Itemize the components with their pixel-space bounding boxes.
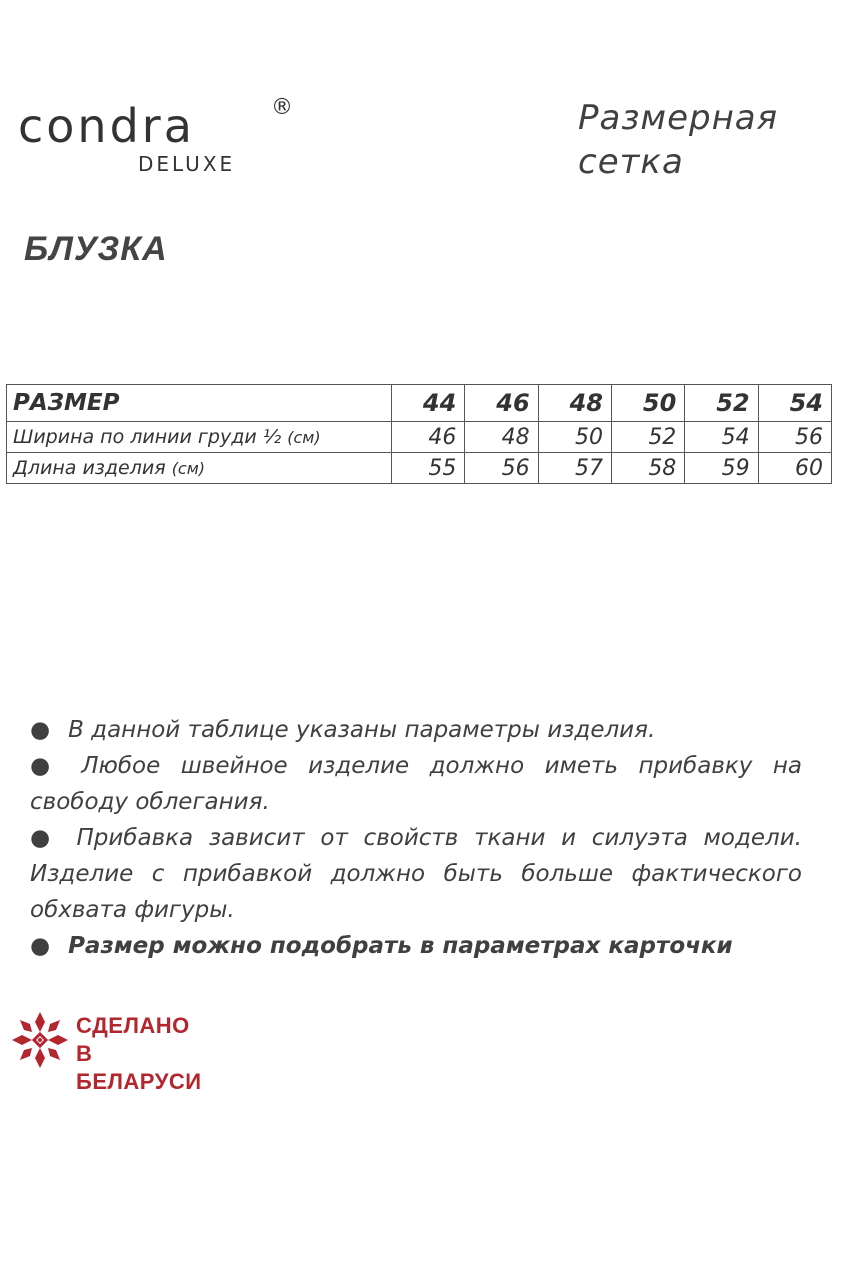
- made-in-text: [76, 1012, 210, 1096]
- list-item: [30, 928, 802, 964]
- size-cell: 54: [758, 385, 831, 422]
- made-in-belarus-badge: [10, 1010, 210, 1094]
- table-cell: 56: [758, 422, 831, 453]
- size-header-label: РАЗМЕР: [7, 385, 392, 422]
- row-unit: (см): [287, 428, 321, 447]
- ornament-star-icon: [10, 1010, 70, 1070]
- note-text: В данной таблице указаны параметры изделия.: [68, 717, 656, 743]
- made-in-line2: В БЕЛАРУСИ: [76, 1041, 202, 1094]
- page-title-line1: Размерная: [578, 98, 779, 138]
- size-cell: 48: [538, 385, 611, 422]
- notes-list: [30, 712, 802, 964]
- page-title: [578, 96, 828, 184]
- row-label: [7, 453, 392, 484]
- bullet-icon: ●: [30, 933, 51, 959]
- table-cell: 58: [611, 453, 684, 484]
- table-cell: 56: [465, 453, 538, 484]
- list-item: [30, 712, 802, 748]
- size-cell: 50: [611, 385, 684, 422]
- bullet-icon: ●: [30, 753, 64, 779]
- page-title-line2: сетка: [578, 142, 684, 182]
- logo-wordmark: condra: [18, 99, 195, 153]
- row-unit: (см): [171, 459, 206, 478]
- note-text: Размер можно подобрать в параметрах карточки: [68, 933, 733, 959]
- table-cell: 60: [758, 453, 831, 484]
- table-cell: 50: [538, 422, 611, 453]
- note-text: Любое швейное изделие должно иметь прибавку на свободу облегания.: [30, 753, 802, 815]
- table-cell: 48: [465, 422, 538, 453]
- table-cell: 52: [611, 422, 684, 453]
- table-row-length: [7, 453, 832, 484]
- logo-subtitle: DELUXE: [138, 152, 236, 176]
- row-label-text: Ширина по линии груди ½: [13, 426, 282, 448]
- table-cell: 57: [538, 453, 611, 484]
- product-name: БЛУЗКА: [24, 230, 168, 268]
- bullet-icon: ●: [30, 825, 59, 851]
- made-in-line1: СДЕЛАНО: [76, 1013, 190, 1038]
- table-cell: 54: [685, 422, 758, 453]
- table-row-chest-width: [7, 422, 832, 453]
- row-label-text: Длина изделия: [13, 457, 166, 479]
- registered-mark: ®: [271, 95, 293, 120]
- list-item: [30, 748, 802, 820]
- row-label: [7, 422, 392, 453]
- size-table-header-row: [7, 385, 832, 422]
- table-cell: 55: [392, 453, 465, 484]
- size-table: [6, 384, 832, 484]
- size-cell: 44: [392, 385, 465, 422]
- note-text: Прибавка зависит от свойств ткани и силуэта модели. Изделие с прибавкой должно быть больше фактического обхвата фигуры.: [30, 825, 802, 923]
- size-cell: 46: [465, 385, 538, 422]
- table-cell: 59: [685, 453, 758, 484]
- brand-logo: [18, 95, 293, 178]
- bullet-icon: ●: [30, 717, 51, 743]
- table-cell: 46: [392, 422, 465, 453]
- size-cell: 52: [685, 385, 758, 422]
- list-item: [30, 820, 802, 928]
